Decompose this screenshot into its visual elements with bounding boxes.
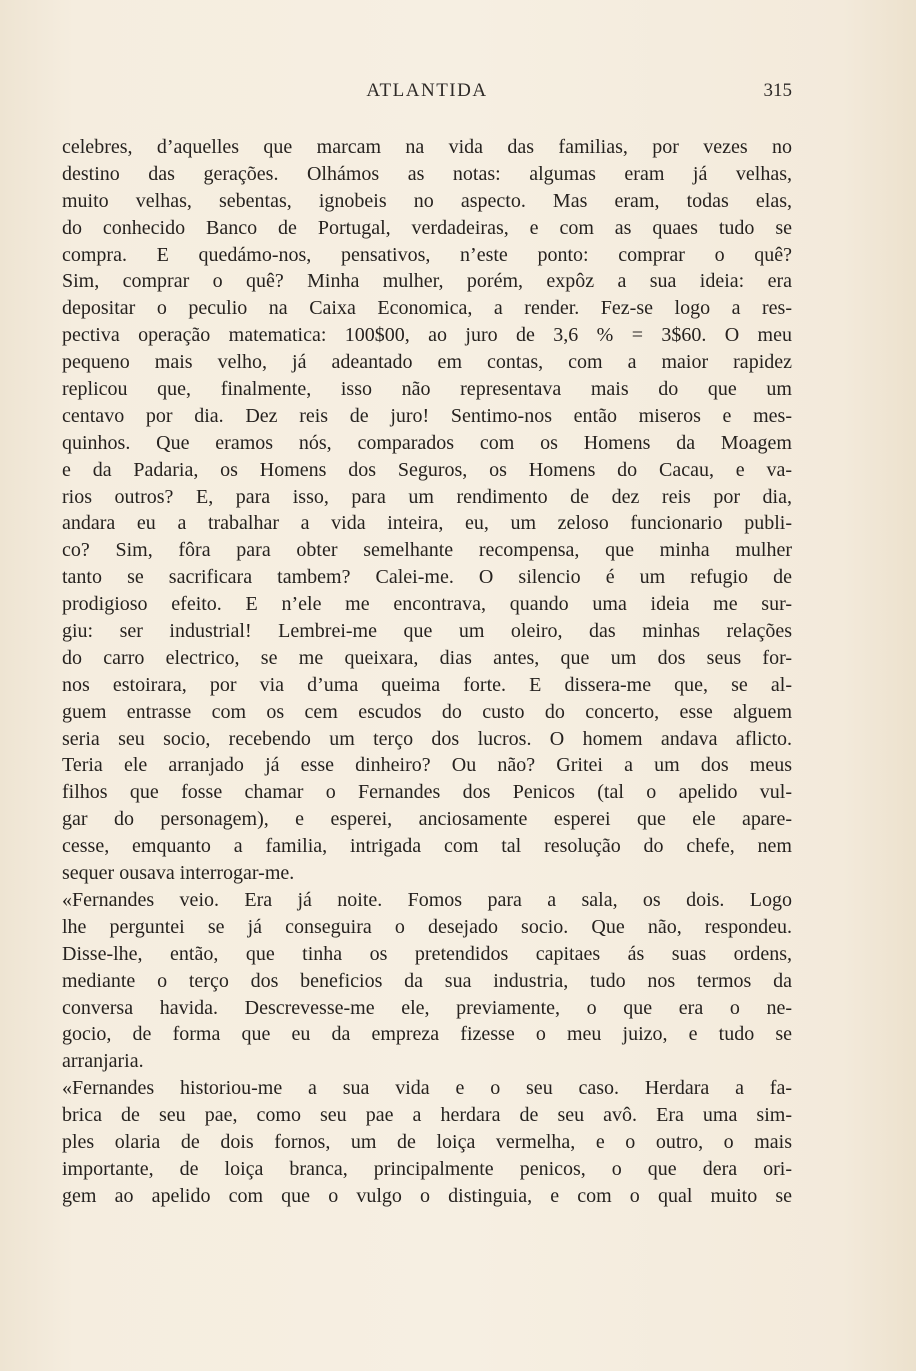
text-line: destino das gerações. Olhámos as notas: algumas eram já velhas, xyxy=(62,162,792,185)
text-line: compra. E quedámo-nos, pensativos, n’este ponto: comprar o quê? xyxy=(62,243,792,266)
running-head xyxy=(62,80,792,104)
body-text xyxy=(62,134,792,1210)
text-line: co? Sim, fôra para obter semelhante recompensa, que minha mulher xyxy=(62,539,792,562)
text-line: muito velhas, sebentas, ignobeis no aspecto. Mas eram, todas elas, xyxy=(62,189,792,212)
text-line: do conhecido Banco de Portugal, verdadeiras, e com as quaes tudo se xyxy=(62,216,792,239)
text-line: filhos que fosse chamar o Fernandes dos Penicos (tal o apelido vul- xyxy=(62,781,792,804)
text-line: seria seu socio, recebendo um terço dos lucros. O homem andava aflicto. xyxy=(62,727,792,750)
text-line: conversa havida. Descrevesse-me ele, previamente, o que era o ne- xyxy=(62,996,792,1019)
text-line: replicou que, finalmente, isso não representava mais do que um xyxy=(62,378,792,401)
text-line: sequer ousava interrogar-me. xyxy=(62,862,295,885)
page-number: 315 xyxy=(763,80,792,101)
text-line: tanto se sacrificara tambem? Calei-me. O silencio é um refugio de xyxy=(62,566,792,589)
text-line: e da Padaria, os Homens dos Seguros, os Homens do Cacau, e va- xyxy=(62,458,792,481)
text-line: pectiva operação matematica: 100$00, ao juro de 3,6 % = 3$60. O meu xyxy=(62,324,792,347)
text-line: gocio, de forma que eu da empreza fizesse o meu juizo, e tudo se xyxy=(62,1023,792,1046)
text-line: pequeno mais velho, já adeantado em contas, com a maior rapidez xyxy=(62,351,792,374)
text-line: do carro electrico, se me queixara, dias antes, que um dos seus for- xyxy=(62,646,792,669)
text-line: Teria ele arranjado já esse dinheiro? Ou não? Gritei a um dos meus xyxy=(62,754,792,777)
text-line: rios outros? E, para isso, para um rendimento de dez reis por dia, xyxy=(62,485,792,508)
text-line: arranjaria. xyxy=(62,1050,144,1073)
text-line: Disse-lhe, então, que tinha os pretendidos capitaes ás suas ordens, xyxy=(62,942,792,965)
text-line: «Fernandes veio. Era já noite. Fomos para a sala, os dois. Logo xyxy=(62,888,792,911)
text-line: mediante o terço dos beneficios da sua industria, tudo nos termos da xyxy=(62,969,792,992)
text-line: centavo por dia. Dez reis de juro! Sentimo-nos então miseros e mes- xyxy=(62,404,792,427)
text-line: ples olaria de dois fornos, um de loiça vermelha, e o outro, o mais xyxy=(62,1130,792,1153)
text-line: cesse, emquanto a familia, intrigada com tal resolução do chefe, nem xyxy=(62,835,792,858)
text-line: Sim, comprar o quê? Minha mulher, porém, expôz a sua ideia: era xyxy=(62,270,792,293)
text-line: giu: ser industrial! Lembrei-me que um oleiro, das minhas relações xyxy=(62,620,792,643)
text-line: gar do personagem), e esperei, anciosamente esperei que ele apare- xyxy=(62,808,792,831)
text-line: gem ao apelido com que o vulgo o distinguia, e com o qual muito se xyxy=(62,1184,792,1207)
text-line: andara eu a trabalhar a vida inteira, eu, um zeloso funcionario publi- xyxy=(62,512,792,535)
text-line: «Fernandes historiou-me a sua vida e o seu caso. Herdara a fa- xyxy=(62,1077,792,1100)
text-line: depositar o peculio na Caixa Economica, a render. Fez-se logo a res- xyxy=(62,297,792,320)
text-line: prodigioso efeito. E n’ele me encontrava, quando uma ideia me sur- xyxy=(62,593,792,616)
text-line: importante, de loiça branca, principalmente penicos, o que dera ori- xyxy=(62,1157,792,1180)
text-line: nos estoirara, por via d’uma queima forte. E dissera-me que, se al- xyxy=(62,673,792,696)
text-line: celebres, d’aquelles que marcam na vida das familias, por vezes no xyxy=(62,136,792,158)
running-title: ATLANTIDA xyxy=(366,80,488,101)
text-line: guem entrasse com os cem escudos do custo do concerto, esse alguem xyxy=(62,700,792,723)
text-line: lhe perguntei se já conseguira o desejado socio. Que não, respondeu. xyxy=(62,915,792,938)
text-line: brica de seu pae, como seu pae a herdara de seu avô. Era uma sim- xyxy=(62,1104,792,1127)
text-line: quinhos. Que eramos nós, comparados com os Homens da Moagem xyxy=(62,431,792,454)
